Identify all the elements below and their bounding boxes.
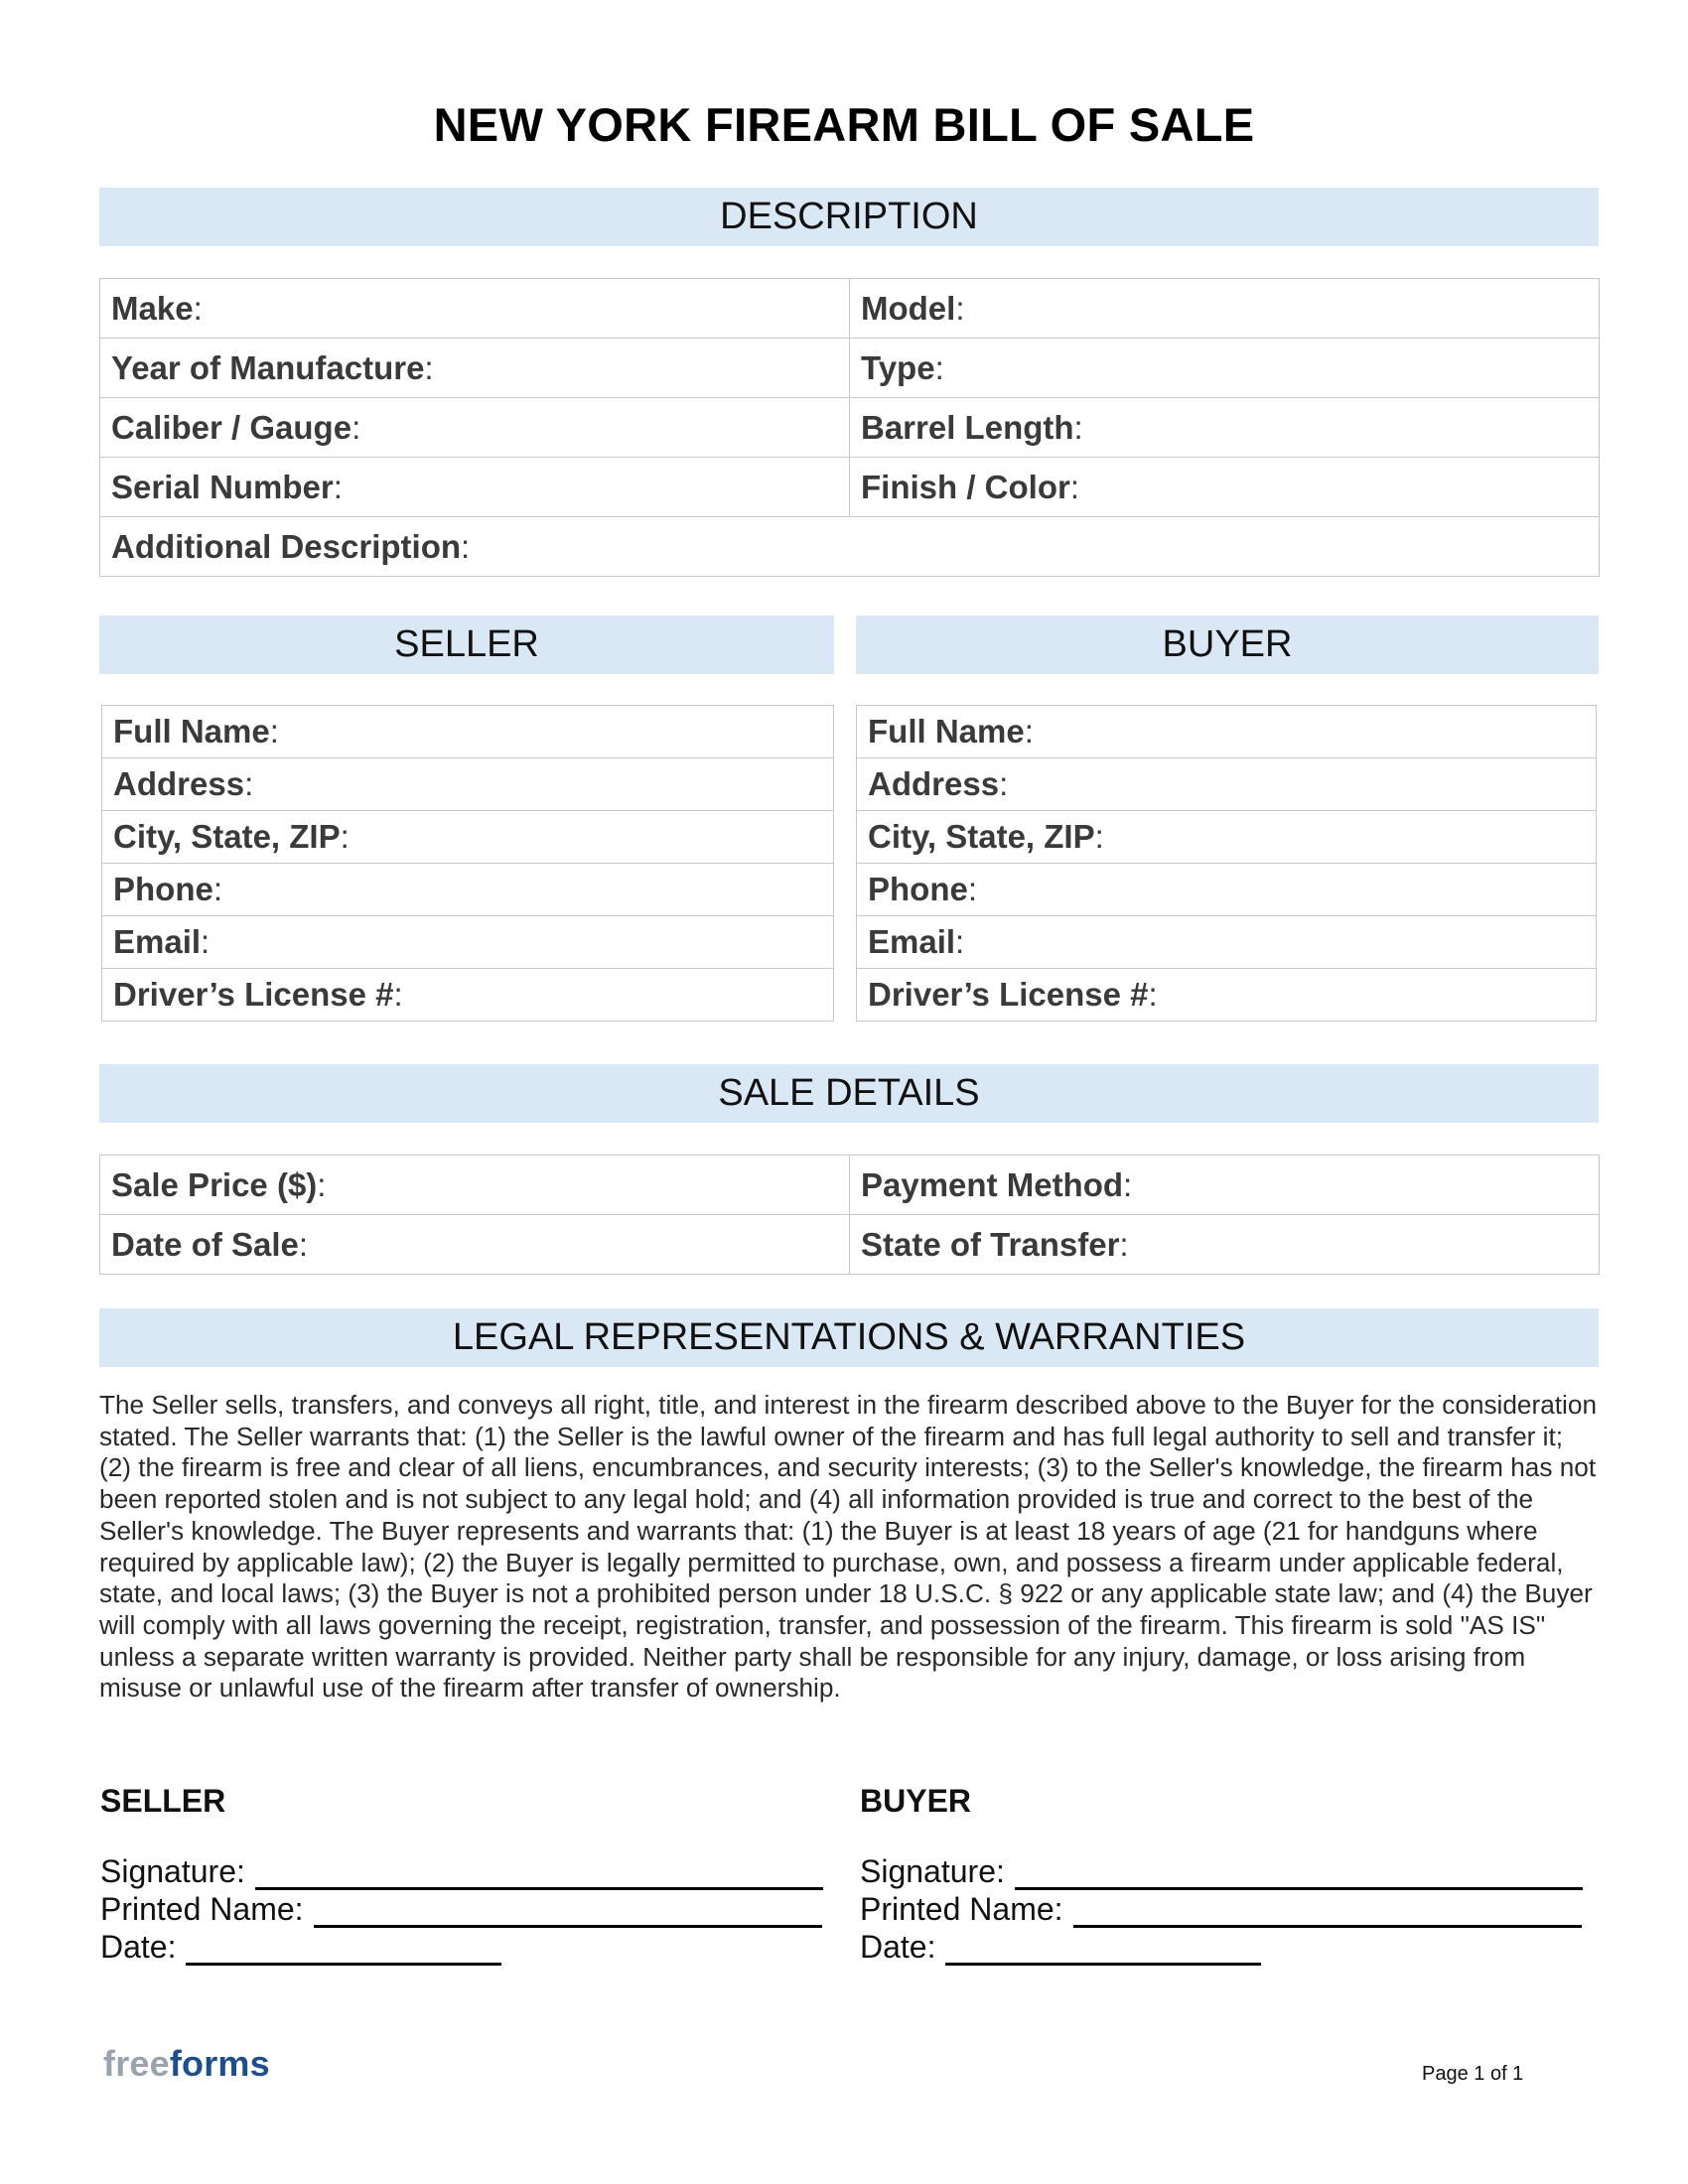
buyer-date-row xyxy=(860,1928,1595,1966)
seller-email-field[interactable]: Email: xyxy=(102,916,834,969)
buyer-table xyxy=(856,705,1597,1022)
payment-method-field[interactable]: Payment Method: xyxy=(850,1156,1600,1215)
table-row xyxy=(857,916,1597,969)
buyer-signature-label: Signature: xyxy=(860,1853,1005,1889)
seller-signature-row xyxy=(100,1852,835,1890)
sale-details-table xyxy=(99,1155,1600,1275)
date-of-sale-field[interactable]: Date of Sale: xyxy=(100,1215,850,1275)
buyer-city-state-zip-field[interactable]: City, State, ZIP: xyxy=(857,811,1597,864)
seller-date-row xyxy=(100,1928,835,1966)
table-row xyxy=(100,458,1600,517)
year-of-manufacture-field[interactable]: Year of Manufacture: xyxy=(100,339,850,398)
table-row xyxy=(857,706,1597,758)
buyer-email-field[interactable]: Email: xyxy=(857,916,1597,969)
table-row xyxy=(102,916,834,969)
seller-full-name-field[interactable]: Full Name: xyxy=(102,706,834,758)
table-row xyxy=(857,758,1597,811)
sale-details-heading: SALE DETAILS xyxy=(99,1064,1599,1123)
buyer-date-label: Date: xyxy=(860,1929,936,1965)
buyer-signature-block xyxy=(860,1783,1595,1966)
table-row xyxy=(100,1215,1600,1275)
model-field[interactable]: Model: xyxy=(850,279,1600,339)
table-row xyxy=(100,398,1600,458)
seller-signature-block xyxy=(100,1783,835,1966)
buyer-printed-name-line[interactable] xyxy=(1073,1897,1582,1928)
buyer-address-field[interactable]: Address: xyxy=(857,758,1597,811)
buyer-date-line[interactable] xyxy=(945,1935,1261,1966)
buyer-phone-field[interactable]: Phone: xyxy=(857,864,1597,916)
seller-printed-name-line[interactable] xyxy=(314,1897,822,1928)
page-title: NEW YORK FIREARM BILL OF SALE xyxy=(433,98,1255,151)
additional-description-field[interactable]: Additional Description: xyxy=(100,517,1600,577)
seller-city-state-zip-field[interactable]: City, State, ZIP: xyxy=(102,811,834,864)
table-row xyxy=(102,811,834,864)
buyer-heading: BUYER xyxy=(856,615,1599,674)
table-row xyxy=(857,969,1597,1022)
buyer-signature-row xyxy=(860,1852,1595,1890)
make-field[interactable]: Make: xyxy=(100,279,850,339)
barrel-length-field[interactable]: Barrel Length: xyxy=(850,398,1600,458)
finish-color-field[interactable]: Finish / Color: xyxy=(850,458,1600,517)
description-table xyxy=(99,278,1600,577)
table-row xyxy=(102,706,834,758)
table-row xyxy=(100,279,1600,339)
buyer-full-name-field[interactable]: Full Name: xyxy=(857,706,1597,758)
table-row xyxy=(102,758,834,811)
seller-table xyxy=(101,705,834,1022)
seller-printed-name-row xyxy=(100,1890,835,1928)
seller-date-label: Date: xyxy=(100,1929,177,1965)
table-row xyxy=(102,969,834,1022)
legal-paragraph: The Seller sells, transfers, and conveys all right, title, and interest in the firearm described above to the Buyer for the consideration stated. The Seller warrants that: (1) the Seller is the lawful owner of the firearm and has full legal authority to sell and transfer it; (2) the firearm is free and clear of all liens, encumbrances, and security interests; (3) to the Seller's knowledge, the firearm has not been reported stolen and is not subject to any legal hold; and (4) all information provided is true and correct to the best of the Seller's knowledge. The Buyer represents and warrants that: (1) the Buyer is at least 18 years of age (21 for handguns where required by applicable law); (2) the Buyer is legally permitted to purchase, own, and possess a firearm under applicable federal, state, and local laws; (3) the Buyer is not a prohibited person under 18 U.S.C. § 922 or any applicable state law; and (4) the Buyer will comply with all laws governing the receipt, registration, transfer, and possession of the firearm. This firearm is sold "AS IS" unless a separate written warranty is provided. Neither party shall be responsible for any injury, damage, or loss arising from misuse or unlawful use of the firearm after transfer of ownership. xyxy=(99,1390,1598,1704)
legal-heading: LEGAL REPRESENTATIONS & WARRANTIES xyxy=(99,1308,1599,1367)
table-row xyxy=(100,339,1600,398)
buyer-drivers-license-field[interactable]: Driver’s License #: xyxy=(857,969,1597,1022)
table-row xyxy=(100,517,1600,577)
seller-drivers-license-field[interactable]: Driver’s License #: xyxy=(102,969,834,1022)
seller-signature-label: Signature: xyxy=(100,1853,245,1889)
state-of-transfer-field[interactable]: State of Transfer: xyxy=(850,1215,1600,1275)
serial-number-field[interactable]: Serial Number: xyxy=(100,458,850,517)
caliber-gauge-field[interactable]: Caliber / Gauge: xyxy=(100,398,850,458)
seller-heading: SELLER xyxy=(99,615,834,674)
type-field[interactable]: Type: xyxy=(850,339,1600,398)
buyer-signature-line[interactable] xyxy=(1015,1859,1583,1890)
seller-printed-name-label: Printed Name: xyxy=(100,1891,304,1927)
freeforms-logo: freeforms xyxy=(103,2043,270,2084)
buyer-printed-name-row xyxy=(860,1890,1595,1928)
seller-date-line[interactable] xyxy=(186,1935,501,1966)
table-row xyxy=(100,1156,1600,1215)
sale-price-field[interactable]: Sale Price ($): xyxy=(100,1156,850,1215)
buyer-signature-heading: BUYER xyxy=(860,1783,972,1819)
table-row xyxy=(857,811,1597,864)
seller-phone-field[interactable]: Phone: xyxy=(102,864,834,916)
description-heading: DESCRIPTION xyxy=(99,188,1599,246)
seller-signature-heading: SELLER xyxy=(100,1783,226,1819)
table-row xyxy=(102,864,834,916)
seller-address-field[interactable]: Address: xyxy=(102,758,834,811)
seller-signature-line[interactable] xyxy=(255,1859,823,1890)
table-row xyxy=(857,864,1597,916)
buyer-printed-name-label: Printed Name: xyxy=(860,1891,1063,1927)
page-number: Page 1 of 1 xyxy=(1422,2063,1524,2085)
